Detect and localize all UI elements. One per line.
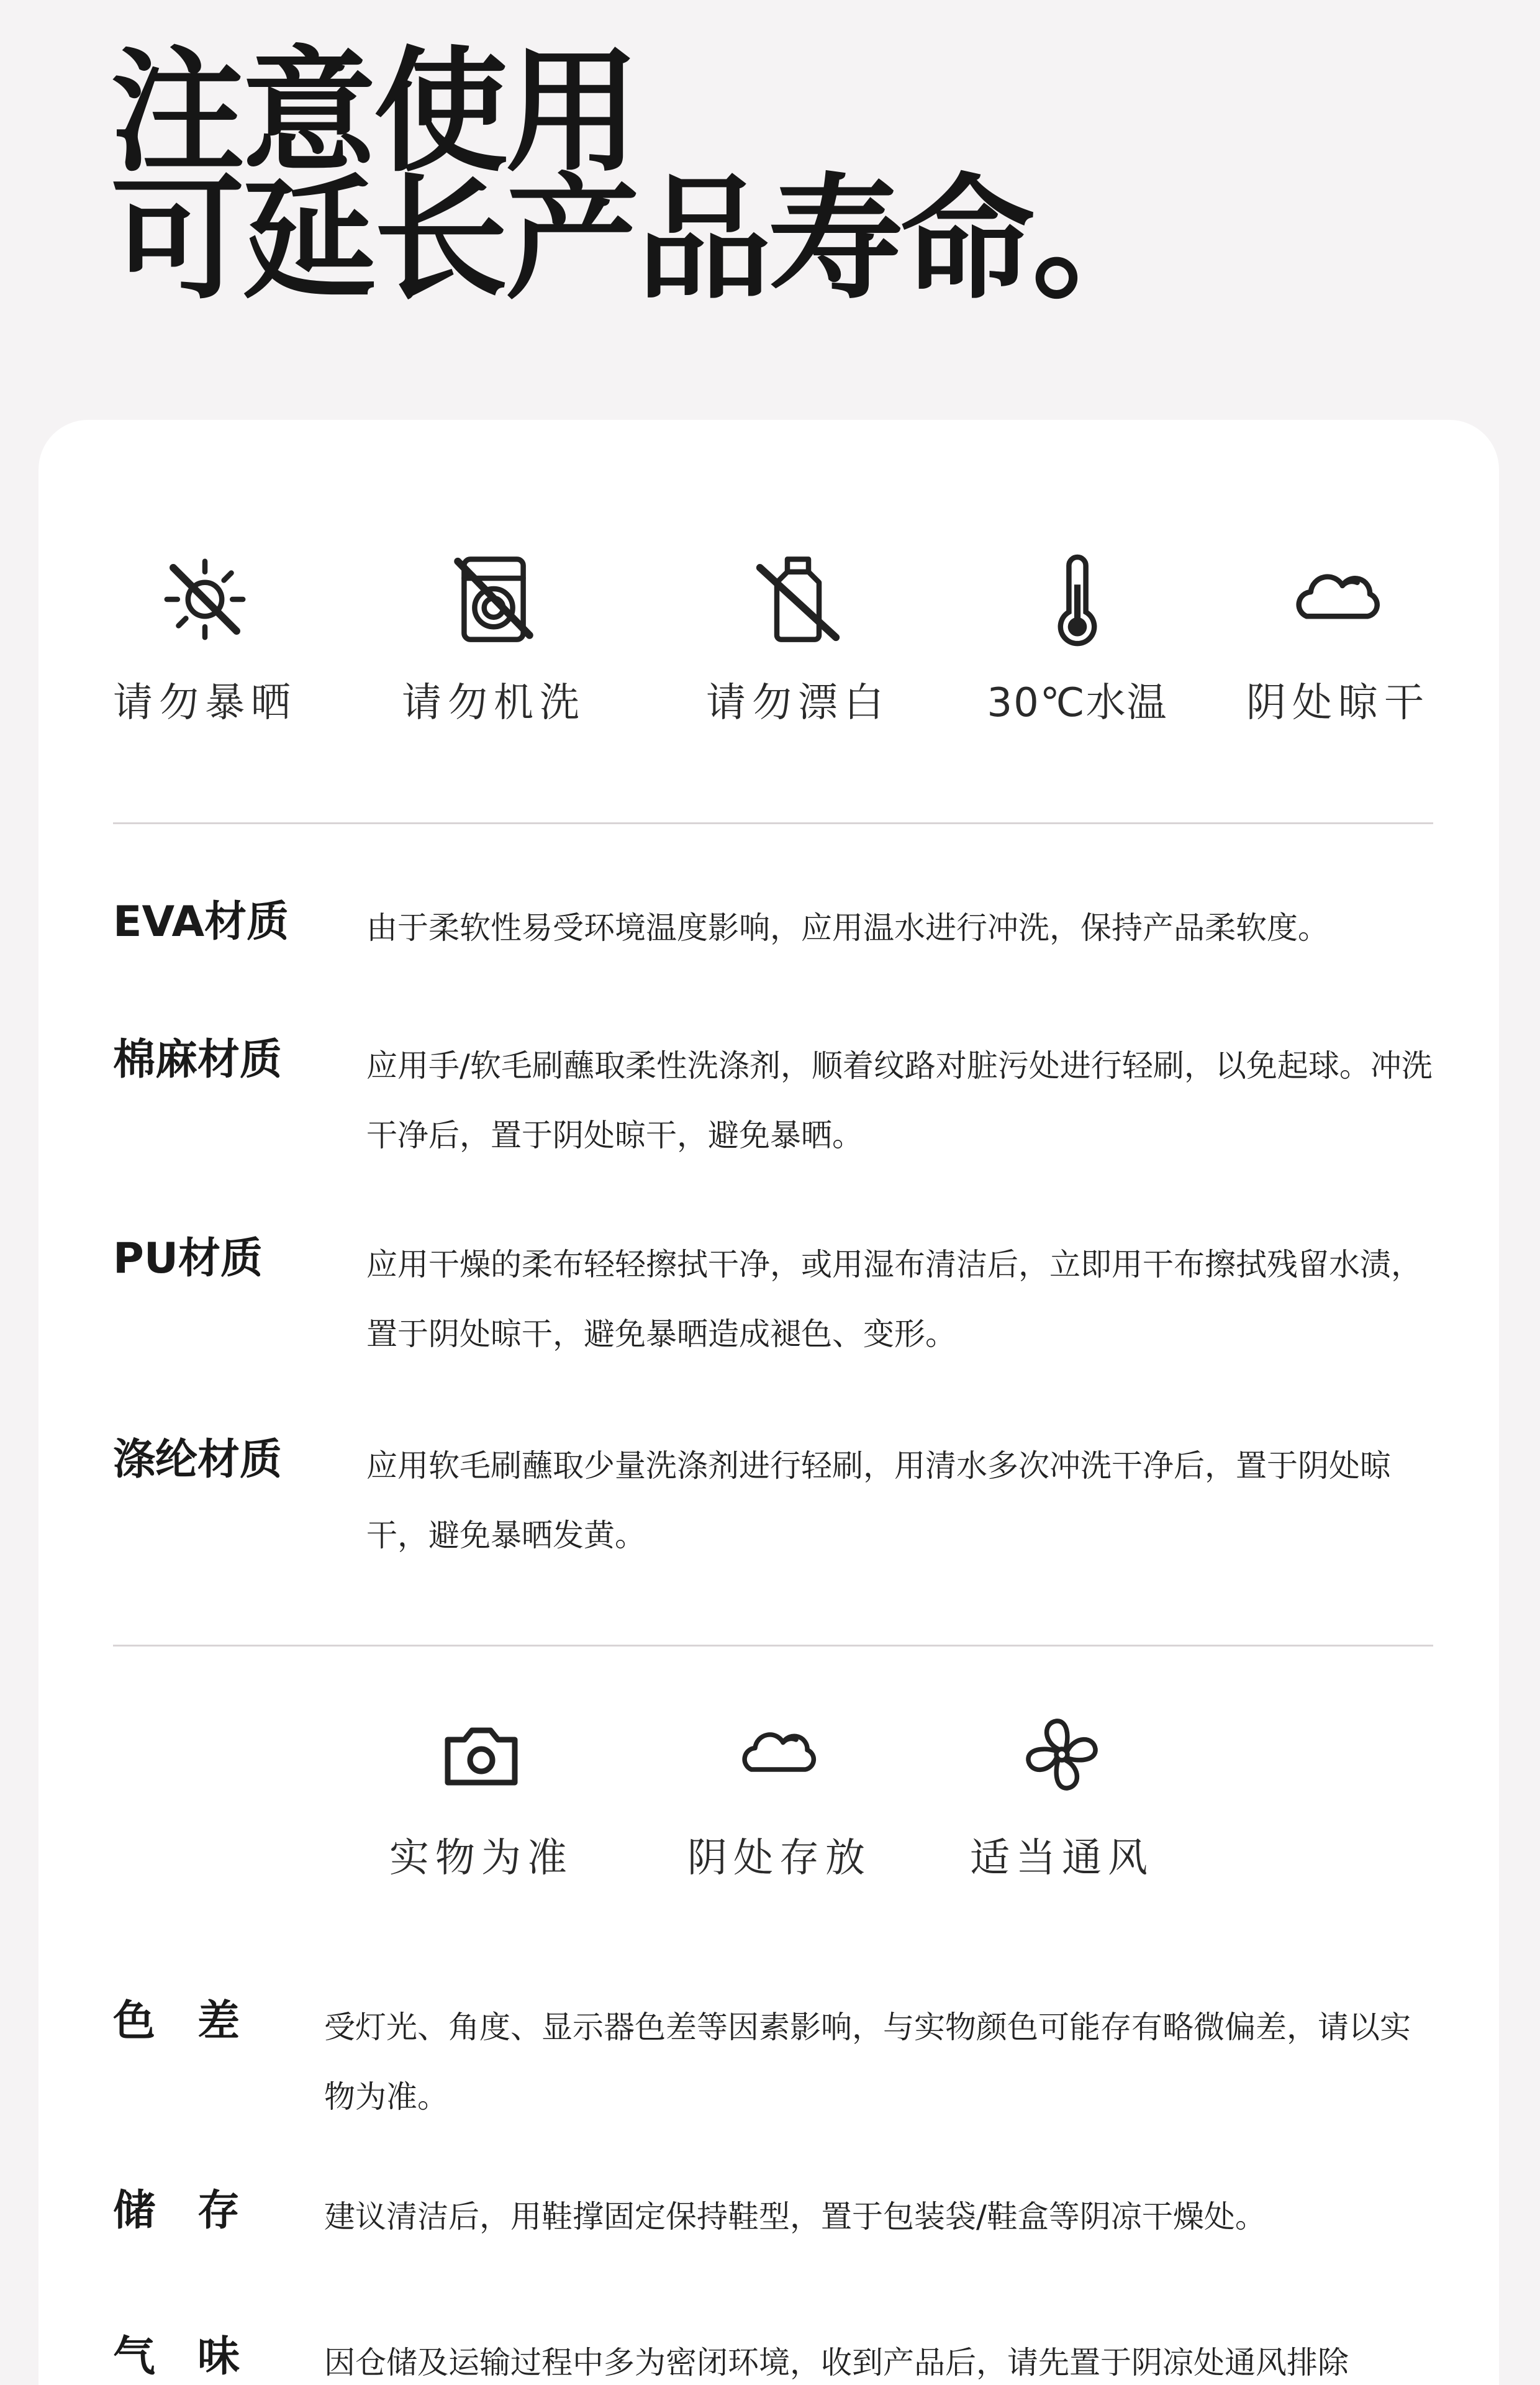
notice-item-shade-storage xyxy=(671,1708,888,1883)
divider-top xyxy=(113,822,1433,824)
note-text: 建议清洁后，用鞋撑固定保持鞋型，置于包装袋/鞋盒等阴凉干燥处。 xyxy=(324,2199,1266,2235)
material-label: PU材质 xyxy=(113,1234,263,1283)
care-label-no-sun: 请勿暴晒 xyxy=(113,680,297,726)
notice-label-ventilation: 适当通风 xyxy=(970,1835,1154,1881)
care-label-no-machine-wash: 请勿机洗 xyxy=(402,680,586,726)
no-machine-wash-icon xyxy=(441,547,546,652)
note-text: 受灯光、角度、显示器色差等因素影响，与实物颜色可能存有略微偏差，请以实物为准。 xyxy=(324,2009,1411,2115)
material-text: 由于柔软性易受环境温度影响，应用温水进行冲洗，保持产品柔软度。 xyxy=(366,910,1329,946)
no-bleach-icon xyxy=(745,547,851,652)
divider-bottom xyxy=(113,1645,1433,1647)
cloud-icon xyxy=(733,1708,826,1801)
care-item-no-sun xyxy=(106,547,304,728)
notice-label-actual-product: 实物为准 xyxy=(389,1835,573,1881)
care-label-shade-dry: 阴处晾干 xyxy=(1246,680,1430,726)
note-label: 色 差 xyxy=(113,1997,240,2046)
material-label: EVA材质 xyxy=(113,897,289,947)
note-text: 因仓储及运输过程中多为密闭环境，收到产品后，请先置于阴凉处通风排除 xyxy=(324,2345,1349,2381)
headline-line-1: 注意使用 xyxy=(111,34,638,190)
notice-item-ventilation xyxy=(953,1708,1171,1883)
camera-icon xyxy=(435,1708,528,1801)
care-item-shade-dry xyxy=(1239,547,1438,728)
material-label: 棉麻材质 xyxy=(113,1035,283,1084)
headline-line-2: 可延长产品寿命。 xyxy=(111,161,1164,317)
care-item-water-temp xyxy=(978,547,1177,728)
cloud-icon xyxy=(1285,547,1391,652)
note-label: 气 味 xyxy=(113,2332,240,2381)
material-label: 涤纶材质 xyxy=(113,1435,283,1484)
material-text: 应用手/软毛刷蘸取柔性洗涤剂，顺着纹路对脏污处进行轻刷，以免起球。冲洗干净后，置于阴处晾干，避免暴晒。 xyxy=(366,1048,1433,1153)
care-label-no-bleach: 请勿漂白 xyxy=(706,680,890,726)
notice-label-shade-storage: 阴处存放 xyxy=(687,1835,871,1881)
fan-icon xyxy=(1015,1708,1108,1801)
material-text: 应用软毛刷蘸取少量洗涤剂进行轻刷，用清水多次冲洗干净后，置于阴处晾干，避免暴晒发黄。 xyxy=(366,1448,1391,1553)
care-item-no-machine-wash xyxy=(388,547,599,728)
notice-item-actual-product xyxy=(373,1708,590,1883)
no-sun-icon xyxy=(152,547,258,652)
care-label-water-temp: 30℃水温 xyxy=(987,680,1168,726)
thermometer-icon xyxy=(1025,547,1130,652)
care-item-no-bleach xyxy=(692,547,904,728)
note-label: 储 存 xyxy=(113,2186,240,2235)
material-text: 应用干燥的柔布轻轻擦拭干净，或用湿布清洁后，立即用干布擦拭残留水渍，置于阴处晾干，避免暴晒造成褪色、变形。 xyxy=(366,1247,1422,1352)
headline xyxy=(111,34,1164,317)
